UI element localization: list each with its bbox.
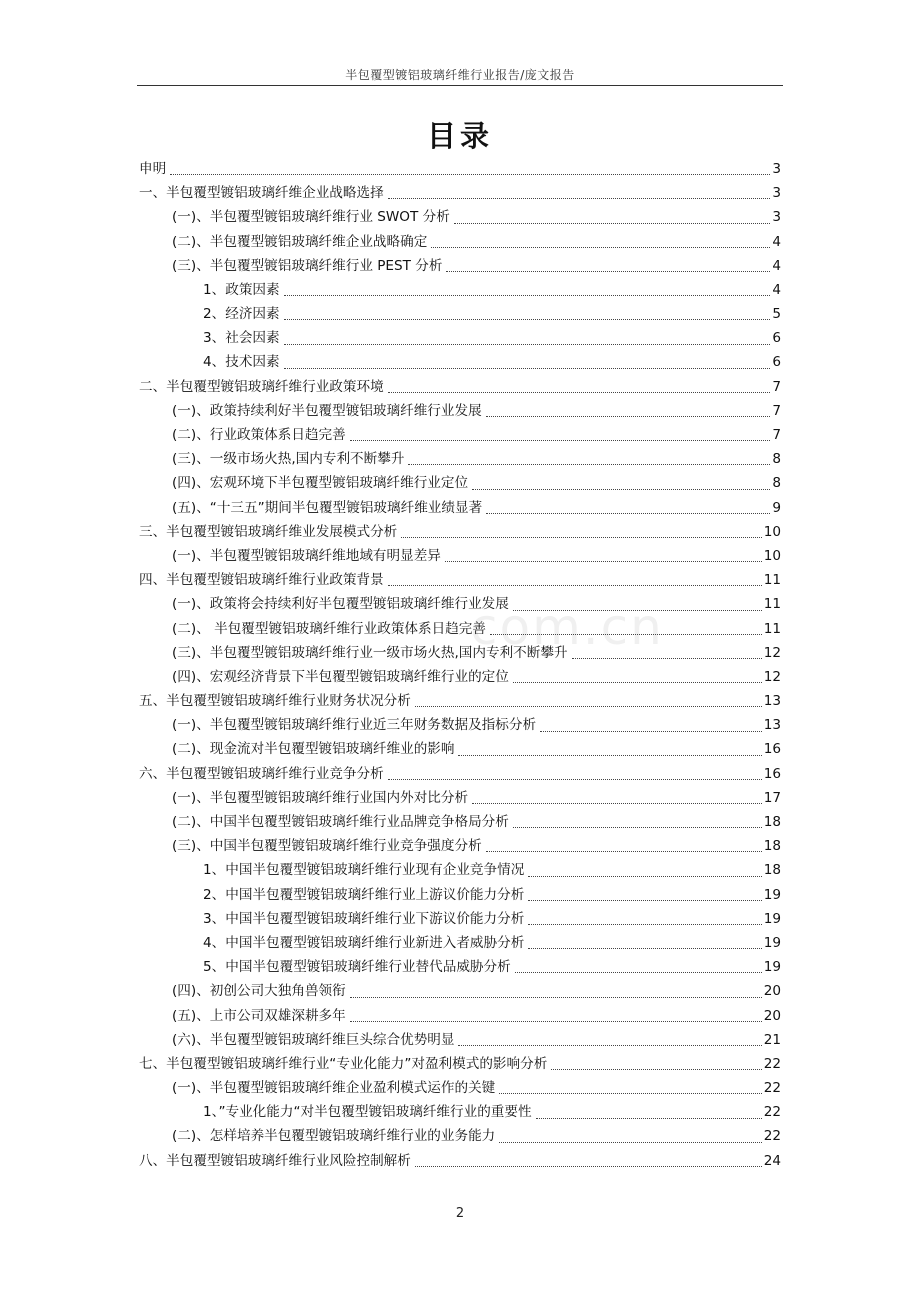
toc-entry-title: (二)、现金流对半包覆型镀铝玻璃纤维业的影响 xyxy=(172,741,455,758)
toc-entry-page: 4 xyxy=(772,233,781,250)
toc-entry-title: 1、中国半包覆型镀铝玻璃纤维行业现有企业竞争情况 xyxy=(203,862,525,879)
toc-entry-title: 六、半包覆型镀铝玻璃纤维行业竞争分析 xyxy=(139,765,384,782)
toc-entry[interactable] xyxy=(139,230,781,254)
toc-entry[interactable] xyxy=(139,1004,781,1028)
toc-entry-title: 一、半包覆型镀铝玻璃纤维企业战略选择 xyxy=(139,185,384,202)
toc-dot-leader xyxy=(486,513,770,514)
toc-entry-title: (三)、半包覆型镀铝玻璃纤维行业一级市场火热,国内专利不断攀升 xyxy=(172,644,568,661)
toc-entry[interactable] xyxy=(139,665,781,689)
toc-entry[interactable] xyxy=(139,326,781,350)
toc-dot-leader xyxy=(170,174,770,175)
toc-entry[interactable] xyxy=(139,302,781,326)
toc-dot-leader xyxy=(454,223,771,224)
toc-entry-page: 7 xyxy=(772,402,781,419)
page-title: 目录 xyxy=(426,119,493,153)
toc-entry-page: 3 xyxy=(772,209,781,226)
toc-entry[interactable] xyxy=(139,157,781,181)
toc-entry-title: 1、政策因素 xyxy=(203,281,280,298)
toc-entry-title: 3、中国半包覆型镀铝玻璃纤维行业下游议价能力分析 xyxy=(203,910,525,927)
toc-entry-title: (三)、半包覆型镀铝玻璃纤维行业 PEST 分析 xyxy=(172,257,443,274)
toc-dot-leader xyxy=(446,271,770,272)
toc-entry-title: 四、半包覆型镀铝玻璃纤维行业政策背景 xyxy=(139,572,384,589)
toc-entry[interactable] xyxy=(139,931,781,955)
toc-entry-page: 7 xyxy=(772,378,781,395)
toc-entry[interactable] xyxy=(139,544,781,568)
toc-entry[interactable] xyxy=(139,1028,781,1052)
toc-entry-page: 11 xyxy=(763,572,781,589)
toc-entry[interactable] xyxy=(139,568,781,592)
toc-dot-leader xyxy=(350,997,762,998)
toc-entry[interactable] xyxy=(139,1052,781,1076)
toc-dot-leader xyxy=(388,585,762,586)
toc-dot-leader xyxy=(445,561,762,562)
toc-entry-title: 八、半包覆型镀铝玻璃纤维行业风险控制解析 xyxy=(139,1152,411,1169)
toc-entry[interactable] xyxy=(139,1076,781,1100)
table-of-contents xyxy=(139,157,781,1173)
toc-entry-page: 22 xyxy=(763,1080,781,1097)
toc-entry[interactable] xyxy=(139,181,781,205)
toc-entry[interactable] xyxy=(139,351,781,375)
toc-dot-leader xyxy=(284,368,771,369)
toc-entry-page: 21 xyxy=(763,1031,781,1048)
toc-entry-page: 6 xyxy=(772,354,781,371)
toc-dot-leader xyxy=(513,682,762,683)
watermark: com.cn xyxy=(470,598,664,656)
toc-entry-title: 4、技术因素 xyxy=(203,354,280,371)
toc-entry-page: 5 xyxy=(772,306,781,323)
toc-entry-title: (五)、“十三五”期间半包覆型镀铝玻璃纤维业绩显著 xyxy=(172,499,483,516)
toc-dot-leader xyxy=(513,610,762,611)
toc-entry-page: 13 xyxy=(763,693,781,710)
toc-entry-page: 12 xyxy=(763,668,781,685)
toc-entry-title: 三、半包覆型镀铝玻璃纤维业发展模式分析 xyxy=(139,523,398,540)
toc-entry-title: (四)、宏观经济背景下半包覆型镀铝玻璃纤维行业的定位 xyxy=(172,668,509,685)
toc-dot-leader xyxy=(540,731,762,732)
toc-entry-page: 16 xyxy=(763,765,781,782)
toc-entry-title: (二)、行业政策体系日趋完善 xyxy=(172,427,346,444)
toc-entry[interactable] xyxy=(139,955,781,979)
toc-entry-page: 4 xyxy=(772,281,781,298)
toc-entry[interactable] xyxy=(139,471,781,495)
toc-entry-title: 七、半包覆型镀铝玻璃纤维行业“专业化能力”对盈利模式的影响分析 xyxy=(139,1055,548,1072)
toc-dot-leader xyxy=(458,755,761,756)
toc-entry-title: 1、”专业化能力“对半包覆型镀铝玻璃纤维行业的重要性 xyxy=(203,1104,532,1121)
toc-dot-leader xyxy=(388,779,762,780)
toc-dot-leader xyxy=(572,658,762,659)
toc-entry[interactable] xyxy=(139,423,781,447)
toc-dot-leader xyxy=(415,1166,762,1167)
toc-entry-page: 19 xyxy=(763,910,781,927)
toc-entry-title: (二)、中国半包覆型镀铝玻璃纤维行业品牌竞争格局分析 xyxy=(172,814,509,831)
toc-entry-title: 2、经济因素 xyxy=(203,306,280,323)
toc-entry-title: (三)、中国半包覆型镀铝玻璃纤维行业竞争强度分析 xyxy=(172,838,482,855)
toc-entry[interactable] xyxy=(139,1125,781,1149)
toc-entry-title: (六)、半包覆型镀铝玻璃纤维巨头综合优势明显 xyxy=(172,1031,455,1048)
toc-entry[interactable] xyxy=(139,447,781,471)
toc-entry-title: (一)、政策将会持续利好半包覆型镀铝玻璃纤维行业发展 xyxy=(172,596,509,613)
toc-entry-title: 五、半包覆型镀铝玻璃纤维行业财务状况分析 xyxy=(139,693,411,710)
toc-entry-page: 20 xyxy=(763,1007,781,1024)
toc-entry-page: 8 xyxy=(772,451,781,468)
toc-entry-page: 10 xyxy=(763,547,781,564)
toc-dot-leader xyxy=(499,1093,761,1094)
toc-entry[interactable] xyxy=(139,738,781,762)
toc-entry[interactable] xyxy=(139,786,781,810)
toc-entry-title: (一)、半包覆型镀铝玻璃纤维行业近三年财务数据及指标分析 xyxy=(172,717,537,734)
toc-entry-title: (一)、半包覆型镀铝玻璃纤维行业国内外对比分析 xyxy=(172,789,469,806)
toc-entry-title: (二)、怎样培养半包覆型镀铝玻璃纤维行业的业务能力 xyxy=(172,1128,496,1145)
toc-entry-title: (五)、上市公司双雄深耕多年 xyxy=(172,1007,346,1024)
toc-entry-page: 19 xyxy=(763,934,781,951)
toc-entry-title: 4、中国半包覆型镀铝玻璃纤维行业新进入者威胁分析 xyxy=(203,934,525,951)
toc-entry-page: 22 xyxy=(763,1104,781,1121)
toc-dot-leader xyxy=(415,706,762,707)
toc-entry-title: (三)、一级市场火热,国内专利不断攀升 xyxy=(172,451,405,468)
toc-dot-leader xyxy=(408,464,770,465)
toc-entry[interactable] xyxy=(139,979,781,1003)
toc-dot-leader xyxy=(401,537,761,538)
toc-entry[interactable] xyxy=(139,375,781,399)
toc-entry[interactable] xyxy=(139,641,781,665)
toc-entry-page: 3 xyxy=(772,160,781,177)
toc-dot-leader xyxy=(472,489,770,490)
toc-entry[interactable] xyxy=(139,810,781,834)
toc-entry-page: 18 xyxy=(763,862,781,879)
toc-entry-page: 10 xyxy=(763,523,781,540)
toc-entry-page: 24 xyxy=(763,1152,781,1169)
toc-dot-leader xyxy=(513,827,762,828)
toc-entry[interactable] xyxy=(139,520,781,544)
toc-entry-page: 4 xyxy=(772,257,781,274)
toc-entry[interactable] xyxy=(139,858,781,882)
toc-entry-page: 3 xyxy=(772,185,781,202)
toc-entry[interactable] xyxy=(139,713,781,737)
toc-entry-page: 9 xyxy=(772,499,781,516)
toc-dot-leader xyxy=(472,803,762,804)
toc-dot-leader xyxy=(388,198,771,199)
toc-entry-page: 22 xyxy=(763,1055,781,1072)
page-header: 半包覆型镀铝玻璃纤维行业报告/庞文报告 xyxy=(345,68,575,82)
toc-entry[interactable] xyxy=(139,254,781,278)
toc-dot-leader xyxy=(551,1069,761,1070)
toc-entry[interactable] xyxy=(139,278,781,302)
toc-dot-leader xyxy=(350,1021,762,1022)
toc-entry-title: (一)、半包覆型镀铝玻璃纤维企业盈利模式运作的关键 xyxy=(172,1080,496,1097)
toc-entry[interactable] xyxy=(139,689,781,713)
toc-entry[interactable] xyxy=(139,592,781,616)
toc-entry[interactable] xyxy=(139,834,781,858)
page-number: 2 xyxy=(455,1206,465,1221)
toc-dot-leader xyxy=(458,1045,761,1046)
toc-dot-leader xyxy=(528,948,761,949)
toc-entry-page: 11 xyxy=(763,596,781,613)
toc-dot-leader xyxy=(528,900,761,901)
toc-dot-leader xyxy=(536,1118,762,1119)
toc-dot-leader xyxy=(284,319,771,320)
toc-entry-page: 12 xyxy=(763,644,781,661)
toc-entry[interactable] xyxy=(139,762,781,786)
toc-entry-title: 二、半包覆型镀铝玻璃纤维行业政策环境 xyxy=(139,378,384,395)
toc-entry-page: 8 xyxy=(772,475,781,492)
toc-entry-page: 18 xyxy=(763,814,781,831)
toc-entry-page: 7 xyxy=(772,427,781,444)
toc-entry-title: (二)、半包覆型镀铝玻璃纤维企业战略确定 xyxy=(172,233,428,250)
toc-dot-leader xyxy=(528,924,761,925)
toc-entry-page: 22 xyxy=(763,1128,781,1145)
header-divider xyxy=(137,85,783,86)
toc-dot-leader xyxy=(388,392,771,393)
toc-entry-title: (二)、 半包覆型镀铝玻璃纤维行业政策体系日趋完善 xyxy=(172,620,486,637)
toc-entry-title: 2、中国半包覆型镀铝玻璃纤维行业上游议价能力分析 xyxy=(203,886,525,903)
toc-entry-page: 16 xyxy=(763,741,781,758)
toc-entry[interactable] xyxy=(139,1149,781,1173)
toc-dot-leader xyxy=(490,634,762,635)
toc-dot-leader xyxy=(431,247,770,248)
toc-entry-title: (四)、初创公司大独角兽领衔 xyxy=(172,983,346,1000)
toc-entry[interactable] xyxy=(139,883,781,907)
toc-entry-page: 19 xyxy=(763,959,781,976)
toc-entry-page: 6 xyxy=(772,330,781,347)
toc-dot-leader xyxy=(528,876,761,877)
toc-entry-title: (一)、半包覆型镀铝玻璃纤维地域有明显差异 xyxy=(172,547,441,564)
toc-entry[interactable] xyxy=(139,907,781,931)
toc-entry-title: 申明 xyxy=(139,160,167,177)
toc-dot-leader xyxy=(499,1142,761,1143)
toc-dot-leader xyxy=(515,972,762,973)
toc-entry-page: 17 xyxy=(763,789,781,806)
toc-dot-leader xyxy=(284,344,771,345)
toc-entry[interactable] xyxy=(139,205,781,229)
toc-entry-page: 11 xyxy=(763,620,781,637)
toc-dot-leader xyxy=(486,851,762,852)
toc-entry[interactable] xyxy=(139,617,781,641)
toc-entry-title: (四)、宏观环境下半包覆型镀铝玻璃纤维行业定位 xyxy=(172,475,469,492)
toc-dot-leader xyxy=(350,440,771,441)
toc-entry-title: (一)、政策持续利好半包覆型镀铝玻璃纤维行业发展 xyxy=(172,402,482,419)
toc-entry-page: 13 xyxy=(763,717,781,734)
toc-entry-title: 5、中国半包覆型镀铝玻璃纤维行业替代品威胁分析 xyxy=(203,959,511,976)
toc-entry-page: 20 xyxy=(763,983,781,1000)
toc-entry[interactable] xyxy=(139,496,781,520)
toc-entry-title: (一)、半包覆型镀铝玻璃纤维行业 SWOT 分析 xyxy=(172,209,450,226)
toc-dot-leader xyxy=(284,295,771,296)
toc-entry-title: 3、社会因素 xyxy=(203,330,280,347)
toc-entry[interactable] xyxy=(139,1100,781,1124)
toc-entry[interactable] xyxy=(139,399,781,423)
toc-dot-leader xyxy=(486,416,771,417)
toc-entry-page: 19 xyxy=(763,886,781,903)
toc-entry-page: 18 xyxy=(763,838,781,855)
